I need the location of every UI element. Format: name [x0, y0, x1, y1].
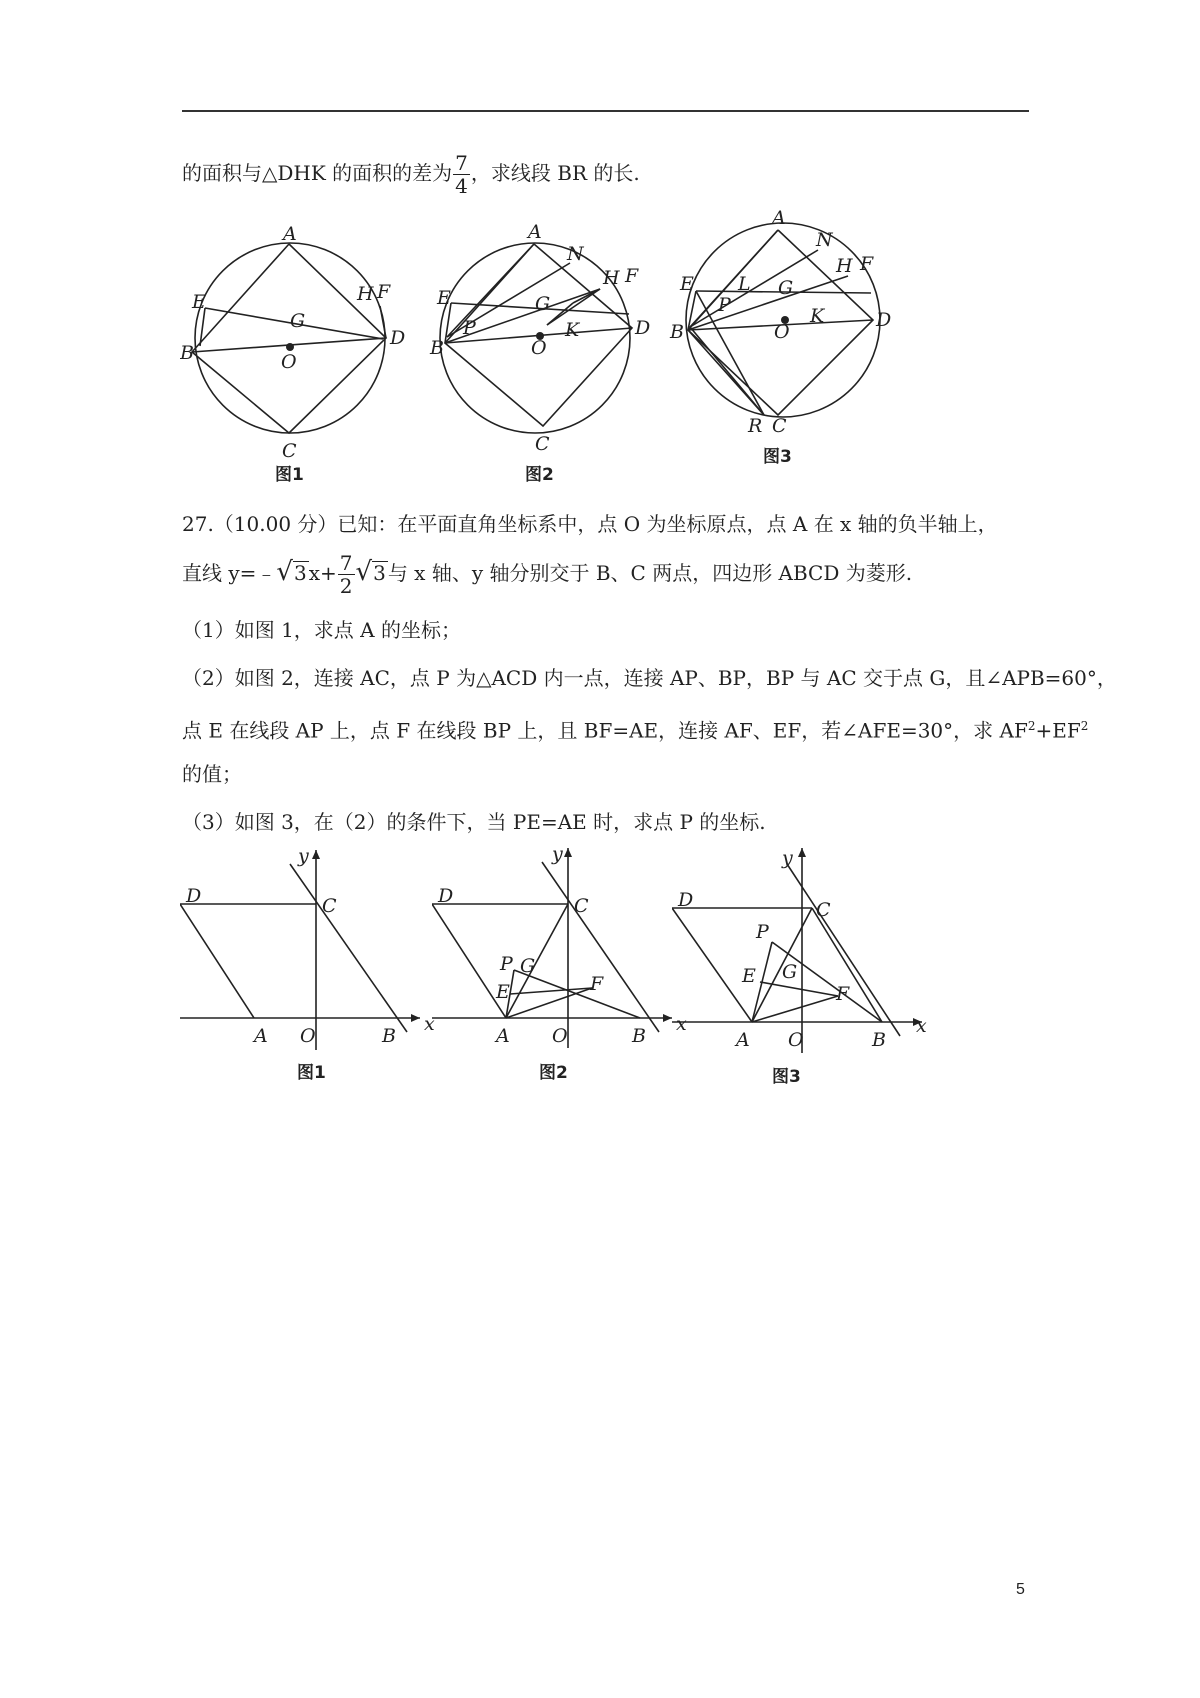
sqrt-arg: 3 [294, 561, 307, 585]
label-A: A [496, 1025, 510, 1047]
label-O: O [281, 351, 297, 373]
label-E: E [742, 965, 756, 987]
q27-header: 27.（10.00 分）已知：在平面直角坐标系中，点 O 为坐标原点，点 A 在 x 轴的负半轴上， [182, 512, 998, 536]
label-B: B [632, 1025, 646, 1047]
label-y: y [552, 848, 563, 865]
label-G: G [290, 310, 306, 332]
part2-line2-text: 点 E 在线段 AP 上，点 F 在线段 BP 上，且 BF=AE，连接 AF、EF，若∠AFE=30°，求 AF [182, 718, 1028, 743]
label-B: B [180, 342, 194, 364]
fraction-denominator: 2 [339, 574, 353, 598]
label-F: F [377, 281, 391, 303]
label-H: H [603, 267, 620, 289]
label-B: B [382, 1025, 396, 1047]
caption-fig1: 图1 [297, 1063, 326, 1083]
label-D: D [635, 317, 651, 339]
label-K: K [810, 305, 825, 327]
sqrt-symbol: √ [276, 557, 293, 587]
label-F: F [836, 983, 850, 1005]
label-E: E [192, 291, 206, 313]
q26-figure-2 [425, 218, 665, 488]
fraction-7-2 [338, 552, 355, 597]
label-y: y [298, 850, 309, 867]
label-G: G [535, 293, 551, 315]
label-P: P [718, 294, 731, 316]
q27-part2-line3: 的值； [182, 762, 242, 786]
label-N: N [816, 229, 833, 251]
label-B: B [872, 1029, 886, 1051]
label-H: H [357, 283, 374, 305]
superscript-2: 2 [1027, 719, 1036, 733]
label-O: O [300, 1025, 316, 1047]
label-D: D [390, 327, 406, 349]
caption-fig2: 图2 [525, 465, 554, 485]
label-D: D [186, 885, 202, 907]
label-C: C [282, 440, 297, 462]
q27-figure-3 [672, 848, 932, 1088]
label-H: H [836, 255, 853, 277]
label-B: B [670, 321, 684, 343]
page-number: 5 [1016, 1581, 1025, 1598]
label-C: C [574, 895, 589, 917]
fraction-denominator: 4 [455, 174, 468, 198]
label-D: D [678, 889, 694, 911]
label-O: O [774, 321, 790, 343]
label-N: N [567, 243, 584, 265]
fraction-numerator: 7 [455, 151, 468, 175]
label-x: x [424, 1013, 435, 1035]
label-F: F [625, 265, 639, 287]
q27-part1: （1）如图 1，求点 A 的坐标； [182, 618, 461, 642]
caption-fig3: 图3 [772, 1067, 801, 1087]
q27-figure-2 [432, 848, 692, 1088]
q26-figure-3 [668, 210, 908, 480]
label-A: A [736, 1029, 750, 1051]
label-K: K [565, 319, 580, 341]
label-O: O [552, 1025, 568, 1047]
part2-plus-ef: +EF [1035, 718, 1081, 743]
label-G: G [782, 961, 798, 983]
label-E: E [496, 981, 510, 1003]
q26-tail-after: ，求线段 BR 的长. [470, 161, 640, 185]
label-G: G [778, 277, 794, 299]
label-P: P [500, 953, 513, 975]
q26-tail-before: 的面积与△DHK 的面积的差为 [182, 161, 453, 185]
q26-figure-1 [180, 218, 420, 488]
label-E: E [437, 287, 451, 309]
label-P: P [463, 317, 476, 339]
q26-tail-text [182, 152, 640, 197]
caption-fig1: 图1 [275, 465, 304, 485]
caption-fig3: 图3 [763, 447, 792, 467]
label-A: A [283, 223, 297, 245]
label-A: A [528, 221, 542, 243]
label-x: x [916, 1015, 927, 1037]
caption-fig2: 图2 [539, 1063, 568, 1083]
q27-part3: （3）如图 3，在（2）的条件下，当 PE=AE 时，求点 P 的坐标. [182, 810, 766, 834]
equation-suffix: 与 x 轴、y 轴分别交于 B、C 两点，四边形 ABCD 为菱形. [387, 561, 913, 585]
equation-x-plus: x+ [308, 561, 337, 585]
label-F: F [860, 253, 874, 275]
sqrt-arg-2: 3 [373, 561, 386, 585]
label-A: A [772, 210, 786, 229]
label-D: D [438, 885, 454, 907]
header-rule [182, 110, 1029, 112]
label-E: E [680, 273, 694, 295]
label-B: B [430, 337, 444, 359]
fraction-numerator: 7 [339, 551, 353, 575]
label-P: P [756, 921, 769, 943]
label-C: C [535, 433, 550, 455]
sqrt-symbol-2: √ [355, 557, 373, 587]
label-x: x [676, 1013, 687, 1035]
label-C: C [322, 895, 337, 917]
label-C: C [772, 415, 787, 437]
q27-figure-1 [180, 850, 440, 1090]
label-L: L [738, 273, 751, 295]
q27-part2-line1: （2）如图 2，连接 AC，点 P 为△ACD 内一点，连接 AP、BP，BP 与 AC 交于点 G，且∠APB=60°， [182, 666, 1117, 690]
label-y: y [782, 848, 793, 869]
label-C: C [816, 899, 831, 921]
label-G: G [520, 955, 536, 977]
label-F: F [590, 973, 604, 995]
fraction-7-4 [453, 152, 470, 197]
q27-part2-line2 [182, 712, 1088, 745]
label-O: O [788, 1029, 804, 1051]
equation-prefix: 直线 y=﹣ [182, 561, 277, 585]
label-R: R [748, 415, 763, 437]
label-A: A [254, 1025, 268, 1047]
superscript-2b: 2 [1080, 719, 1089, 733]
q27-line-equation [182, 552, 912, 597]
label-O: O [531, 337, 547, 359]
label-D: D [876, 309, 892, 331]
